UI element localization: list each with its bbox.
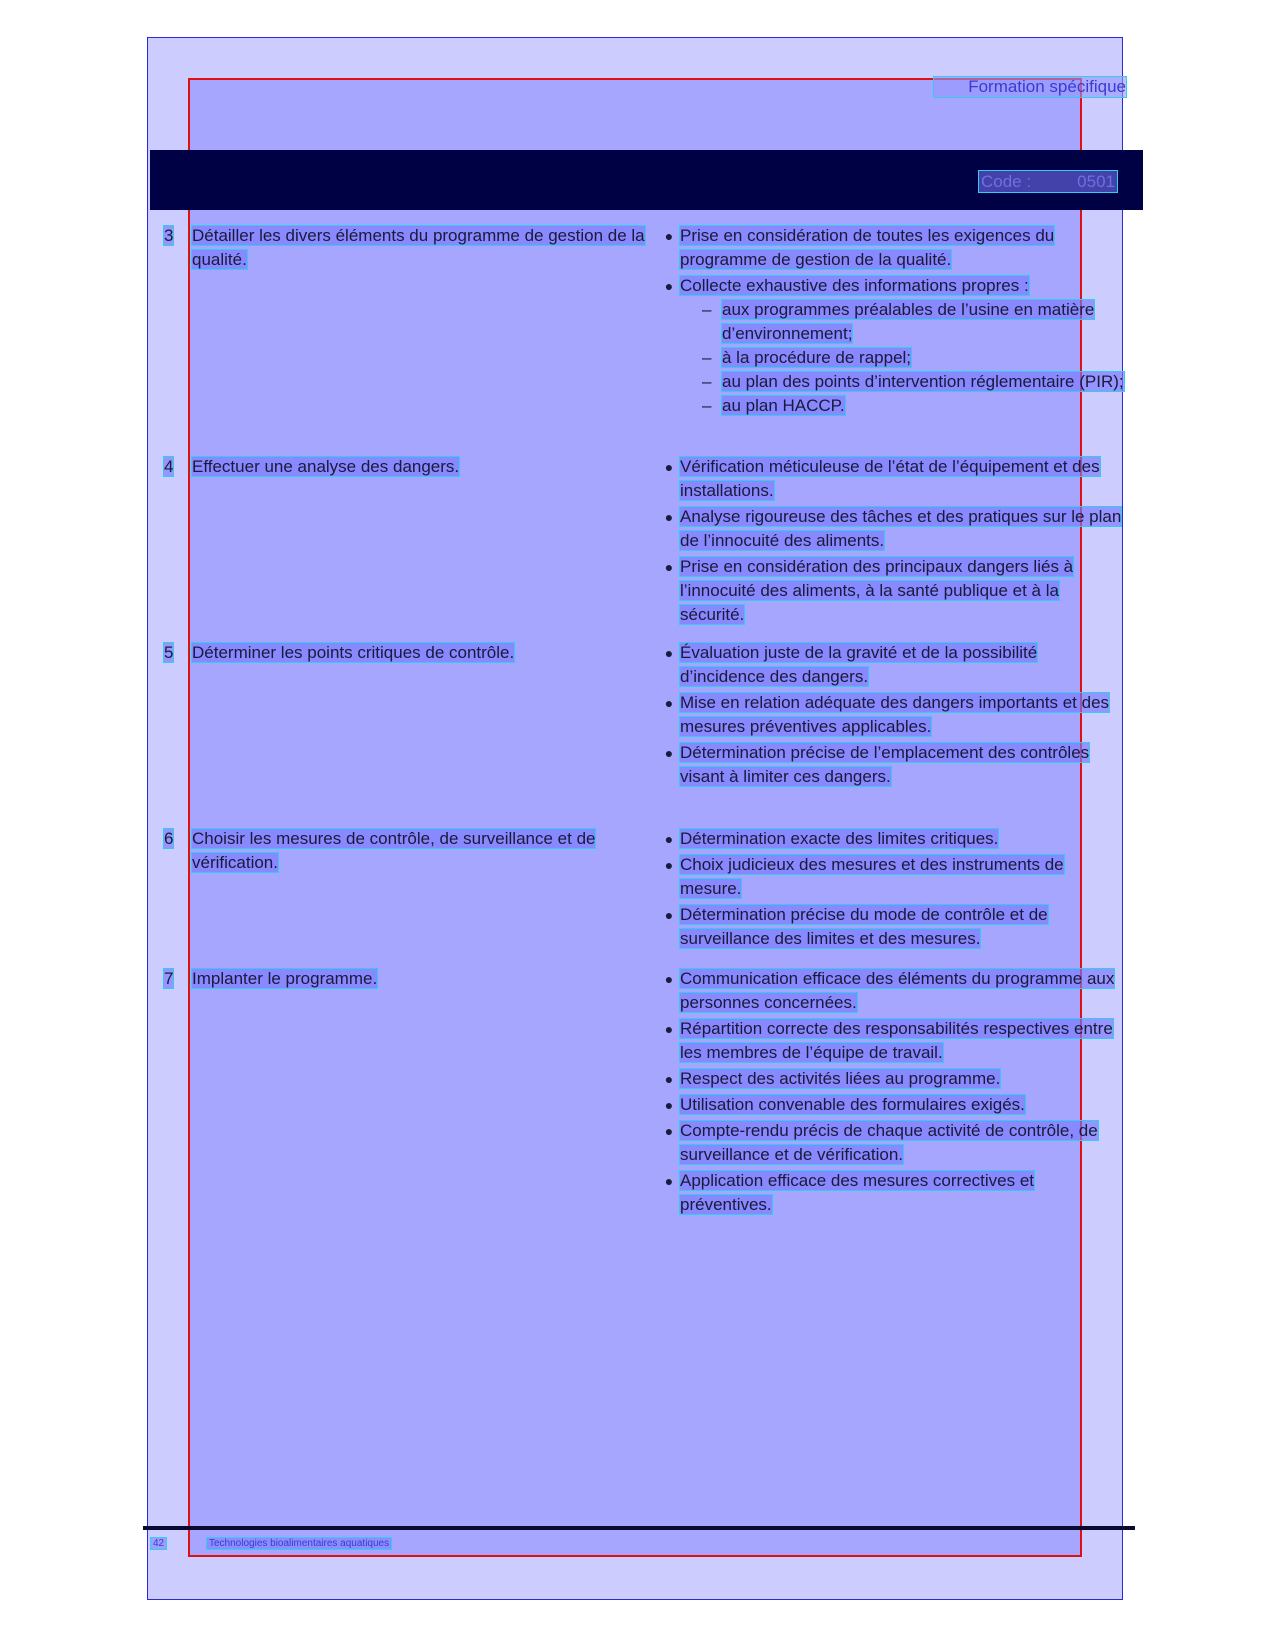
criterion-text: Détermination précise de l’emplacement des contrôles visant à limiter ces dangers. [680,743,1090,786]
sub-criterion-text: au plan des points d’intervention réglementaire (PIR); [722,372,1124,391]
code-label-text: Code : [981,171,1032,191]
step-description-text: Détailler les divers éléments du programme de gestion de la qualité. [192,226,645,269]
performance-criteria-list [660,455,1124,629]
step-description [192,827,660,875]
list-item [660,1067,1124,1091]
step-number-text: 7 [164,969,174,988]
dash-icon: – [702,372,712,391]
dash-icon: – [702,396,712,415]
footer-rule [143,1526,1135,1530]
step-description [192,224,660,272]
dash-icon: – [702,348,712,367]
bullet-icon: ● [664,831,674,847]
list-item [660,1017,1124,1065]
bullet-icon: ● [664,695,674,711]
bullet-icon: ● [664,1123,674,1139]
performance-criteria-list [660,641,1124,791]
criterion-text: Vérification méticuleuse de l’état de l’équipement et des installations. [680,457,1100,500]
sub-criterion-text: au plan HACCP. [722,396,845,415]
step-description-text: Déterminer les points critiques de contrôle. [192,643,515,662]
list-item [660,903,1124,951]
criterion-text: Prise en considération de toutes les exigences du programme de gestion de la qualité. [680,226,1055,269]
footer-program-title: Technologies bioalimentaires aquatiques [209,1538,390,1549]
bullet-icon: ● [664,1071,674,1087]
list-item [660,555,1124,627]
bullet-icon: ● [664,1173,674,1189]
performance-criteria-list [660,967,1124,1219]
list-item [660,641,1124,689]
bullet-icon: ● [664,509,674,525]
step-description [192,967,660,991]
list-item [660,741,1124,789]
list-item [660,967,1124,1015]
list-item [660,1119,1124,1167]
sub-list-item [700,298,1124,346]
bullet-icon: ● [664,1021,674,1037]
list-item [660,691,1124,739]
step-number [164,641,190,665]
criterion-text: Utilisation convenable des formulaires exigés. [680,1095,1025,1114]
step-number [164,455,190,479]
criterion-text: Application efficace des mesures correctives et préventives. [680,1171,1035,1214]
step-number-text: 5 [164,643,174,662]
criterion-text: Détermination précise du mode de contrôle et de surveillance des limites et des mesures. [680,905,1048,948]
sub-list-item [700,370,1124,394]
sub-criteria-list [680,298,1124,418]
step-number-text: 3 [164,226,174,245]
sub-list-item [700,346,1124,370]
criterion-text: Compte-rendu précis de chaque activité de contrôle, de surveillance et de vérification. [680,1121,1098,1164]
step-description-text: Effectuer une analyse des dangers. [192,457,460,476]
bullet-icon: ● [664,857,674,873]
list-item [660,1169,1124,1217]
bullet-icon: ● [664,907,674,923]
list-item [660,853,1124,901]
list-item [660,274,1124,418]
criterion-text: Respect des activités liées au programme. [680,1069,1001,1088]
criterion-text: Analyse rigoureuse des tâches et des pratiques sur le plan de l’innocuité des aliments. [680,507,1122,550]
sub-criterion-text: aux programmes préalables de l’usine en matière d’environnement; [722,300,1095,343]
step-description [192,641,660,665]
list-item [660,455,1124,503]
footer-page-number: 42 [153,1538,165,1549]
list-item [660,827,1124,851]
code-label [979,171,1117,192]
dash-icon: – [702,300,712,319]
bullet-icon: ● [664,228,674,244]
bullet-icon: ● [664,559,674,575]
list-item [660,224,1124,272]
step-number [164,827,190,851]
step-number-text: 4 [164,457,174,476]
step-number [164,967,190,991]
bullet-icon: ● [664,971,674,987]
performance-criteria-list [660,827,1124,953]
criterion-text: Évaluation juste de la gravité et de la possibilité d’incidence des dangers. [680,643,1038,686]
running-header: Formation spécifique [934,77,1126,97]
bullet-icon: ● [664,745,674,761]
criterion-text: Détermination exacte des limites critiques. [680,829,999,848]
criterion-text: Collecte exhaustive des informations propres : [680,276,1029,295]
sub-criterion-text: à la procédure de rappel; [722,348,912,367]
step-number [164,224,190,248]
criterion-text: Répartition correcte des responsabilités respectives entre les membres de l’équipe de travail. [680,1019,1113,1062]
performance-criteria-list [660,224,1124,420]
criterion-text: Choix judicieux des mesures et des instruments de mesure. [680,855,1064,898]
list-item [660,1093,1124,1117]
bullet-icon: ● [664,459,674,475]
bullet-icon: ● [664,278,674,294]
step-number-text: 6 [164,829,174,848]
criterion-text: Communication efficace des éléments du programme aux personnes concernées. [680,969,1115,1012]
bullet-icon: ● [664,1097,674,1113]
sub-list-item [700,394,1124,418]
criterion-text: Mise en relation adéquate des dangers importants et des mesures préventives applicables. [680,693,1110,736]
step-description-text: Implanter le programme. [192,969,378,988]
step-description-text: Choisir les mesures de contrôle, de surveillance et de vérification. [192,829,596,872]
bullet-icon: ● [664,645,674,661]
criterion-text: Prise en considération des principaux dangers liés à l’innocuité des aliments, à la santé publique et à la sécurité. [680,557,1074,624]
list-item [660,505,1124,553]
code-value: 0501 [1077,171,1115,191]
step-description [192,455,660,479]
